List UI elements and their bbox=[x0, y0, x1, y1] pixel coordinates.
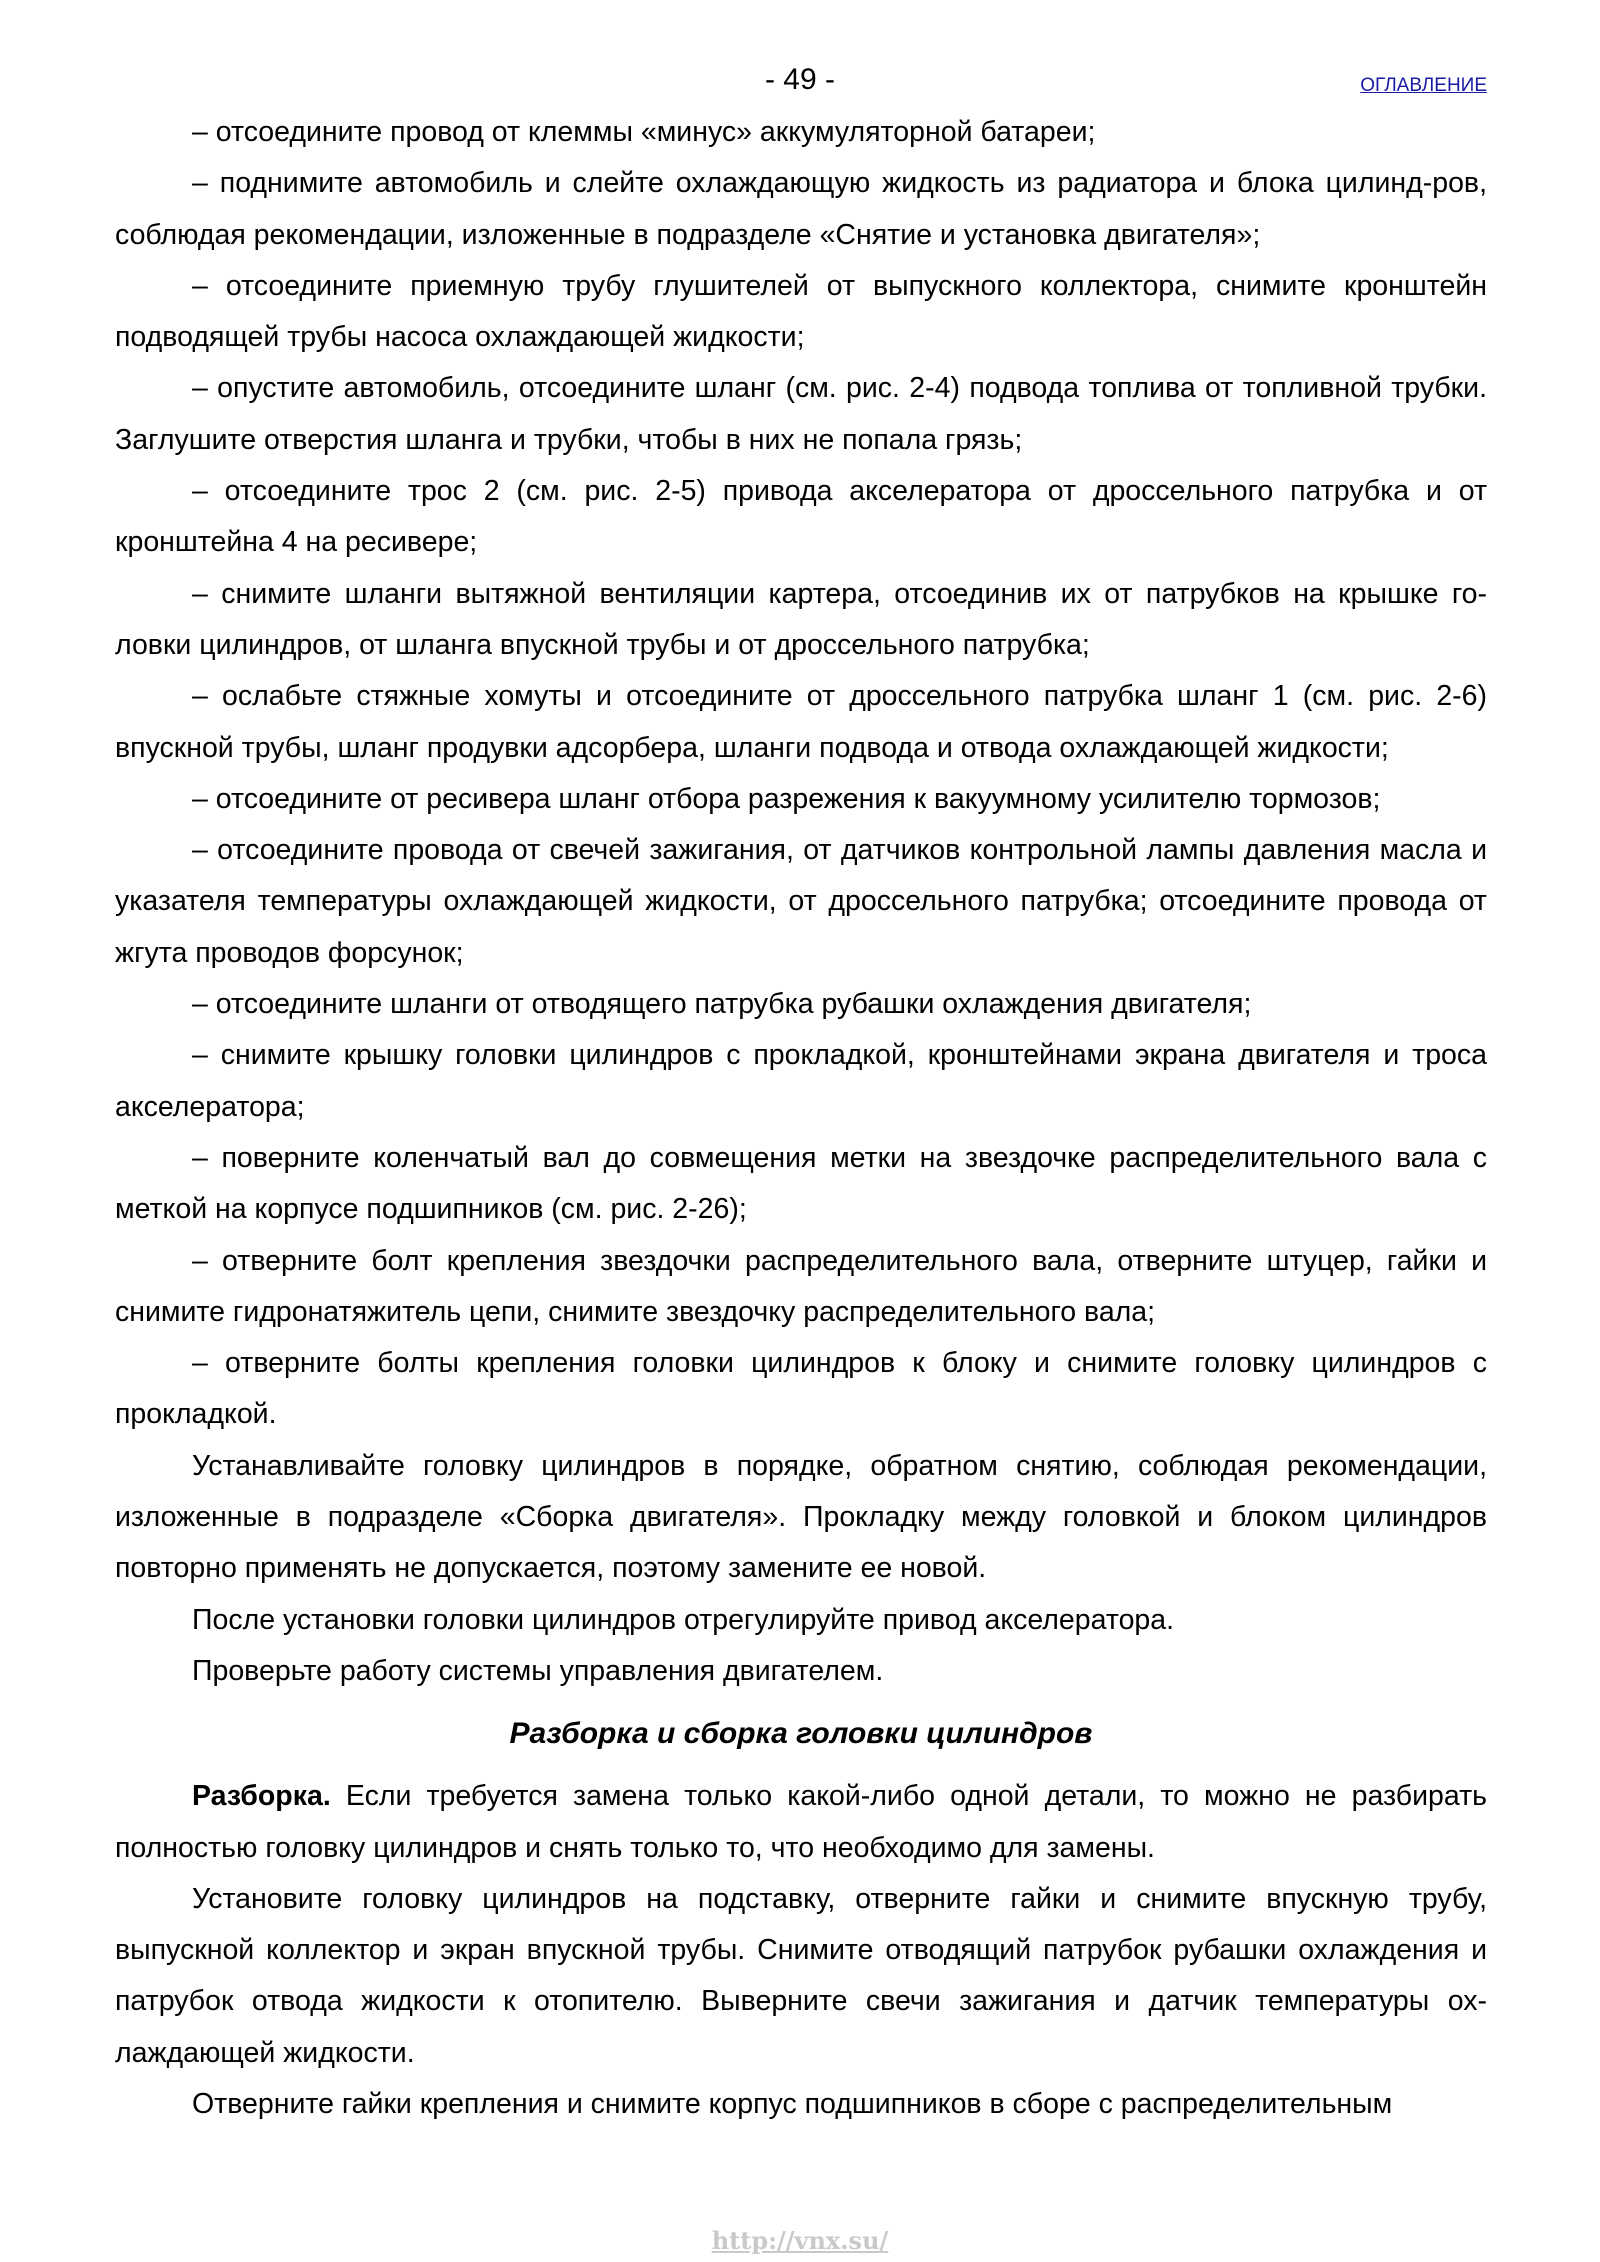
paragraph: – снимите шланги вытяжной вентиляции картера, отсоединив их от патрубков на крышке го-ловки цилиндров, от шланга впускной трубы и от дроссельного патрубка; bbox=[115, 577, 1487, 661]
paragraph: – отсоедините шланги от отводящего патрубка рубашки охлаждения двигателя; bbox=[192, 988, 1252, 1021]
paragraph: – отсоедините приемную трубу глушителей от выпускного коллектора, снимите кронштейн подводящей трубы насоса охлаждающей жидкости; bbox=[115, 269, 1487, 354]
paragraph: Отверните гайки крепления и снимите корпус подшипников в сборе с распределительным bbox=[192, 2087, 1393, 2120]
footer-url: http://vnx.su/ bbox=[711, 2226, 889, 2255]
paragraph: – снимите крышку головки цилиндров с прокладкой, кронштейнами экрана двигателя и троса акселератора; bbox=[115, 1039, 1487, 1123]
paragraph: Устанавливайте головку цилиндров в порядке, обратном снятию, соблюдая рекомендации, изложенные в подразделе «Сборка двигателя». Прокладку между головкой и блоком цилиндров повторно применять не допускается, поэтому замените ее новой. bbox=[115, 1449, 1487, 1585]
paragraph: – отверните болты крепления головки цилиндров к блоку и снимите головку цилиндров с прокладкой. bbox=[115, 1347, 1487, 1431]
page-number: - 49 - bbox=[764, 63, 836, 96]
paragraph: – опустите автомобиль, отсоедините шланг (см. рис. 2-4) подвода топлива от топливной трубки. Заглушите отверстия шланга и трубки, чтобы в них не попала грязь; bbox=[115, 372, 1487, 456]
section-heading: Разборка и сборка головки цилиндров bbox=[509, 1717, 1093, 1751]
lead-bold-term: Разборка. bbox=[192, 1780, 331, 1813]
paragraph: – отверните болт крепления звездочки распределительного вала, отверните штуцер, гайки и снимите гидронатяжитель цепи, снимите звездочку распределительного вала; bbox=[115, 1244, 1487, 1328]
table-of-contents-link[interactable]: ОГЛАВЛЕНИЕ bbox=[1360, 75, 1487, 96]
paragraph: После установки головки цилиндров отрегулируйте привод акселератора. bbox=[192, 1603, 1175, 1636]
paragraph: – отсоедините провода от свечей зажигания, от датчиков контрольной лампы давления масла и указателя температуры охлаждающей жидкости, от дроссельного патрубка; отсоедините провода от жгута проводов форсунок; bbox=[115, 834, 1487, 969]
paragraph: – ослабьте стяжные хомуты и отсоедините от дроссельного патрубка шланг 1 (см. рис. 2-6) впускной трубы, шланг продувки адсорбера, шланги подвода и отвода охлаждающей жидкости; bbox=[115, 680, 1487, 764]
paragraph bbox=[115, 1771, 1487, 1874]
paragraph: – поднимите автомобиль и слейте охлаждающую жидкость из радиатора и блока цилинд-ров, соблюдая рекомендации, изложенные в подразделе «Снятие и установка двигателя»; bbox=[115, 167, 1487, 251]
paragraph: Установите головку цилиндров на подставку, отверните гайки и снимите впускную трубу, выпускной коллектор и экран впускной трубы. Снимите отводящий патрубок рубашки охлаждения и патрубок отвода жидкости к отопителю. Выверните свечи зажигания и датчик температуры ох-лаждающей жидкости. bbox=[115, 1882, 1487, 2069]
paragraph: – отсоедините провод от клеммы «минус» аккумуляторной батареи; bbox=[192, 116, 1096, 148]
paragraph: – отсоедините от ресивера шланг отбора разрежения к вакуумному усилителю тормозов; bbox=[192, 782, 1381, 815]
paragraph: – поверните коленчатый вал до совмещения метки на звездочке распределительного вала с меткой на корпусе подшипников (см. рис. 2-26); bbox=[115, 1141, 1487, 1226]
document-body bbox=[115, 107, 1487, 2130]
paragraph: Проверьте работу системы управления двигателем. bbox=[192, 1654, 884, 1687]
lead-text: Если требуется замена только какой-либо одной детали, то можно не разбирать полностью головку цилиндров и снять только то, что необходимо для замены. bbox=[115, 1780, 1487, 1864]
paragraph: – отсоедините трос 2 (см. рис. 2-5) привода акселератора от дроссельного патрубка и от кронштейна 4 на ресивере; bbox=[115, 475, 1487, 559]
